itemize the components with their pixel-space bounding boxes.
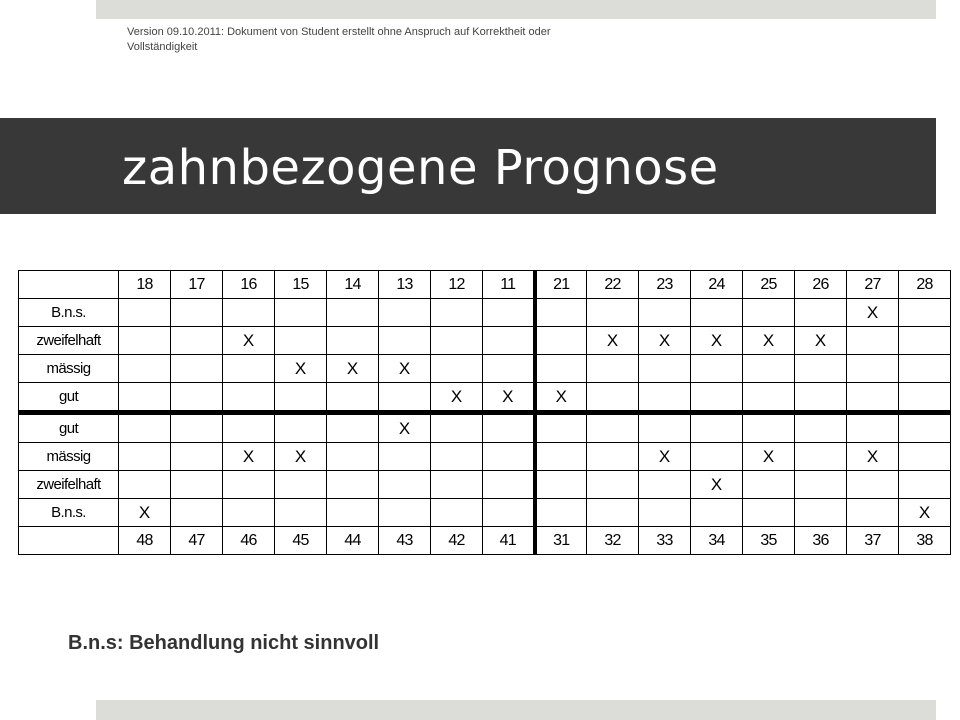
mark-cell xyxy=(431,499,483,527)
bottom-decor-band xyxy=(96,700,936,720)
mark-cell xyxy=(483,499,535,527)
mark-cell xyxy=(587,443,639,471)
tooth-number-cell: 37 xyxy=(847,527,899,555)
mark-cell xyxy=(119,327,171,355)
tooth-number-cell: 12 xyxy=(431,271,483,299)
mark-cell xyxy=(483,413,535,443)
mark-cell xyxy=(899,443,951,471)
tooth-number-cell: 27 xyxy=(847,271,899,299)
mark-cell xyxy=(743,471,795,499)
tooth-number-cell: 45 xyxy=(275,527,327,555)
mark-cell xyxy=(847,413,899,443)
mark-cell xyxy=(639,471,691,499)
tooth-number-cell: 31 xyxy=(535,527,587,555)
mark-cell xyxy=(795,443,847,471)
tooth-number-cell: 11 xyxy=(483,271,535,299)
mark-cell xyxy=(899,299,951,327)
prognosis-row xyxy=(19,383,951,413)
mark-cell xyxy=(171,383,223,413)
mark-cell xyxy=(691,299,743,327)
mark-cell xyxy=(795,299,847,327)
mark-cell: X xyxy=(379,413,431,443)
mark-cell: X xyxy=(379,355,431,383)
mark-cell xyxy=(327,299,379,327)
mark-cell xyxy=(795,383,847,413)
tooth-number-cell: 46 xyxy=(223,527,275,555)
mark-cell xyxy=(223,499,275,527)
prognosis-table xyxy=(18,270,951,555)
mark-cell xyxy=(743,299,795,327)
mark-cell: X xyxy=(587,327,639,355)
prognosis-row xyxy=(19,471,951,499)
mark-cell xyxy=(223,471,275,499)
row-label: zweifelhaft xyxy=(19,471,119,499)
mark-cell: X xyxy=(327,355,379,383)
mark-cell xyxy=(639,413,691,443)
mark-cell: X xyxy=(275,355,327,383)
mark-cell xyxy=(431,327,483,355)
mark-cell xyxy=(327,413,379,443)
mark-cell xyxy=(535,443,587,471)
mark-cell xyxy=(431,299,483,327)
mark-cell: X xyxy=(223,443,275,471)
mark-cell: X xyxy=(119,499,171,527)
mark-cell xyxy=(535,499,587,527)
mark-cell xyxy=(587,299,639,327)
mark-cell xyxy=(899,355,951,383)
mark-cell xyxy=(691,499,743,527)
tooth-number-cell: 44 xyxy=(327,527,379,555)
mark-cell xyxy=(899,471,951,499)
mark-cell: X xyxy=(899,499,951,527)
row-label: gut xyxy=(19,413,119,443)
mark-cell xyxy=(743,413,795,443)
tooth-number-cell: 22 xyxy=(587,271,639,299)
tooth-number-cell: 23 xyxy=(639,271,691,299)
mark-cell xyxy=(535,355,587,383)
mark-cell: X xyxy=(743,327,795,355)
mark-cell xyxy=(795,471,847,499)
mark-cell xyxy=(431,471,483,499)
prognosis-row xyxy=(19,443,951,471)
corner-cell xyxy=(19,527,119,555)
tooth-number-cell: 16 xyxy=(223,271,275,299)
mark-cell: X xyxy=(535,383,587,413)
mark-cell xyxy=(327,383,379,413)
mark-cell: X xyxy=(691,471,743,499)
slide-title: zahnbezogene Prognose xyxy=(122,140,719,196)
mark-cell xyxy=(275,471,327,499)
tooth-number-cell: 14 xyxy=(327,271,379,299)
mark-cell xyxy=(379,327,431,355)
mark-cell xyxy=(743,355,795,383)
mark-cell xyxy=(639,383,691,413)
mark-cell xyxy=(275,413,327,443)
mark-cell xyxy=(171,327,223,355)
mark-cell: X xyxy=(847,299,899,327)
mark-cell xyxy=(431,413,483,443)
mark-cell xyxy=(119,355,171,383)
mark-cell xyxy=(379,299,431,327)
mark-cell xyxy=(587,413,639,443)
mark-cell xyxy=(639,499,691,527)
mark-cell xyxy=(483,327,535,355)
tooth-number-cell: 36 xyxy=(795,527,847,555)
mark-cell: X xyxy=(743,443,795,471)
mark-cell xyxy=(431,443,483,471)
mark-cell xyxy=(327,471,379,499)
mark-cell xyxy=(535,327,587,355)
tooth-number-cell: 21 xyxy=(535,271,587,299)
mark-cell xyxy=(899,413,951,443)
mark-cell xyxy=(223,383,275,413)
mark-cell xyxy=(691,383,743,413)
mark-cell xyxy=(275,383,327,413)
mark-cell xyxy=(119,299,171,327)
mark-cell xyxy=(171,471,223,499)
mark-cell xyxy=(275,327,327,355)
row-label: gut xyxy=(19,383,119,413)
mark-cell xyxy=(847,355,899,383)
mark-cell xyxy=(223,413,275,443)
mark-cell xyxy=(171,499,223,527)
prognosis-row xyxy=(19,355,951,383)
tooth-number-cell: 32 xyxy=(587,527,639,555)
mark-cell xyxy=(587,499,639,527)
mark-cell xyxy=(171,413,223,443)
prognosis-row xyxy=(19,299,951,327)
mark-cell xyxy=(379,383,431,413)
mark-cell xyxy=(119,413,171,443)
top-decor-band xyxy=(96,0,936,19)
mark-cell: X xyxy=(275,443,327,471)
mark-cell xyxy=(119,383,171,413)
prognosis-row xyxy=(19,413,951,443)
prognosis-table-wrap xyxy=(18,270,951,555)
tooth-number-cell: 48 xyxy=(119,527,171,555)
version-note: Version 09.10.2011: Dokument von Student erstellt ohne Anspruch auf Korrektheit oder Vollständigkeit xyxy=(127,26,551,53)
mark-cell xyxy=(379,471,431,499)
mark-cell xyxy=(639,299,691,327)
mark-cell xyxy=(327,443,379,471)
mark-cell xyxy=(275,299,327,327)
row-label: zweifelhaft xyxy=(19,327,119,355)
mark-cell: X xyxy=(795,327,847,355)
tooth-number-cell: 38 xyxy=(899,527,951,555)
tooth-number-cell: 15 xyxy=(275,271,327,299)
mark-cell: X xyxy=(691,327,743,355)
mark-cell: X xyxy=(639,443,691,471)
mark-cell xyxy=(795,499,847,527)
mark-cell xyxy=(483,299,535,327)
mark-cell xyxy=(327,327,379,355)
prognosis-row xyxy=(19,499,951,527)
mark-cell xyxy=(223,299,275,327)
mark-cell xyxy=(483,355,535,383)
mark-cell xyxy=(171,355,223,383)
mark-cell xyxy=(171,299,223,327)
tooth-number-cell: 47 xyxy=(171,527,223,555)
row-label: mässig xyxy=(19,355,119,383)
row-label: B.n.s. xyxy=(19,299,119,327)
tooth-number-cell: 17 xyxy=(171,271,223,299)
row-label: mässig xyxy=(19,443,119,471)
mark-cell xyxy=(483,443,535,471)
mark-cell xyxy=(327,499,379,527)
tooth-number-cell: 33 xyxy=(639,527,691,555)
mark-cell xyxy=(483,471,535,499)
mark-cell xyxy=(171,443,223,471)
mark-cell xyxy=(379,499,431,527)
tooth-number-cell: 35 xyxy=(743,527,795,555)
tooth-number-cell: 34 xyxy=(691,527,743,555)
tooth-number-cell: 13 xyxy=(379,271,431,299)
mark-cell xyxy=(899,327,951,355)
footnote: B.n.s: Behandlung nicht sinnvoll xyxy=(68,632,380,654)
mark-cell xyxy=(691,443,743,471)
tooth-number-cell: 18 xyxy=(119,271,171,299)
tooth-number-cell: 42 xyxy=(431,527,483,555)
mark-cell: X xyxy=(639,327,691,355)
mark-cell: X xyxy=(847,443,899,471)
mark-cell xyxy=(743,499,795,527)
mark-cell xyxy=(847,327,899,355)
mark-cell xyxy=(639,355,691,383)
tooth-number-cell: 25 xyxy=(743,271,795,299)
mark-cell xyxy=(795,413,847,443)
row-label: B.n.s. xyxy=(19,499,119,527)
tooth-number-cell: 41 xyxy=(483,527,535,555)
mark-cell xyxy=(379,443,431,471)
mark-cell xyxy=(847,499,899,527)
prognosis-row xyxy=(19,327,951,355)
mark-cell: X xyxy=(223,327,275,355)
mark-cell xyxy=(899,383,951,413)
mark-cell xyxy=(431,355,483,383)
mark-cell xyxy=(535,413,587,443)
mark-cell xyxy=(587,355,639,383)
mark-cell xyxy=(119,443,171,471)
mark-cell: X xyxy=(483,383,535,413)
tooth-number-cell: 43 xyxy=(379,527,431,555)
mark-cell xyxy=(691,355,743,383)
mark-cell xyxy=(795,355,847,383)
tooth-number-cell: 24 xyxy=(691,271,743,299)
mark-cell xyxy=(587,383,639,413)
tooth-number-cell: 28 xyxy=(899,271,951,299)
mark-cell xyxy=(535,471,587,499)
upper-tooth-row xyxy=(19,271,951,299)
mark-cell: X xyxy=(431,383,483,413)
corner-cell xyxy=(19,271,119,299)
tooth-number-cell: 26 xyxy=(795,271,847,299)
mark-cell xyxy=(275,499,327,527)
mark-cell xyxy=(223,355,275,383)
mark-cell xyxy=(119,471,171,499)
mark-cell xyxy=(743,383,795,413)
mark-cell xyxy=(587,471,639,499)
mark-cell xyxy=(847,471,899,499)
mark-cell xyxy=(535,299,587,327)
mark-cell xyxy=(691,413,743,443)
mark-cell xyxy=(847,383,899,413)
lower-tooth-row xyxy=(19,527,951,555)
